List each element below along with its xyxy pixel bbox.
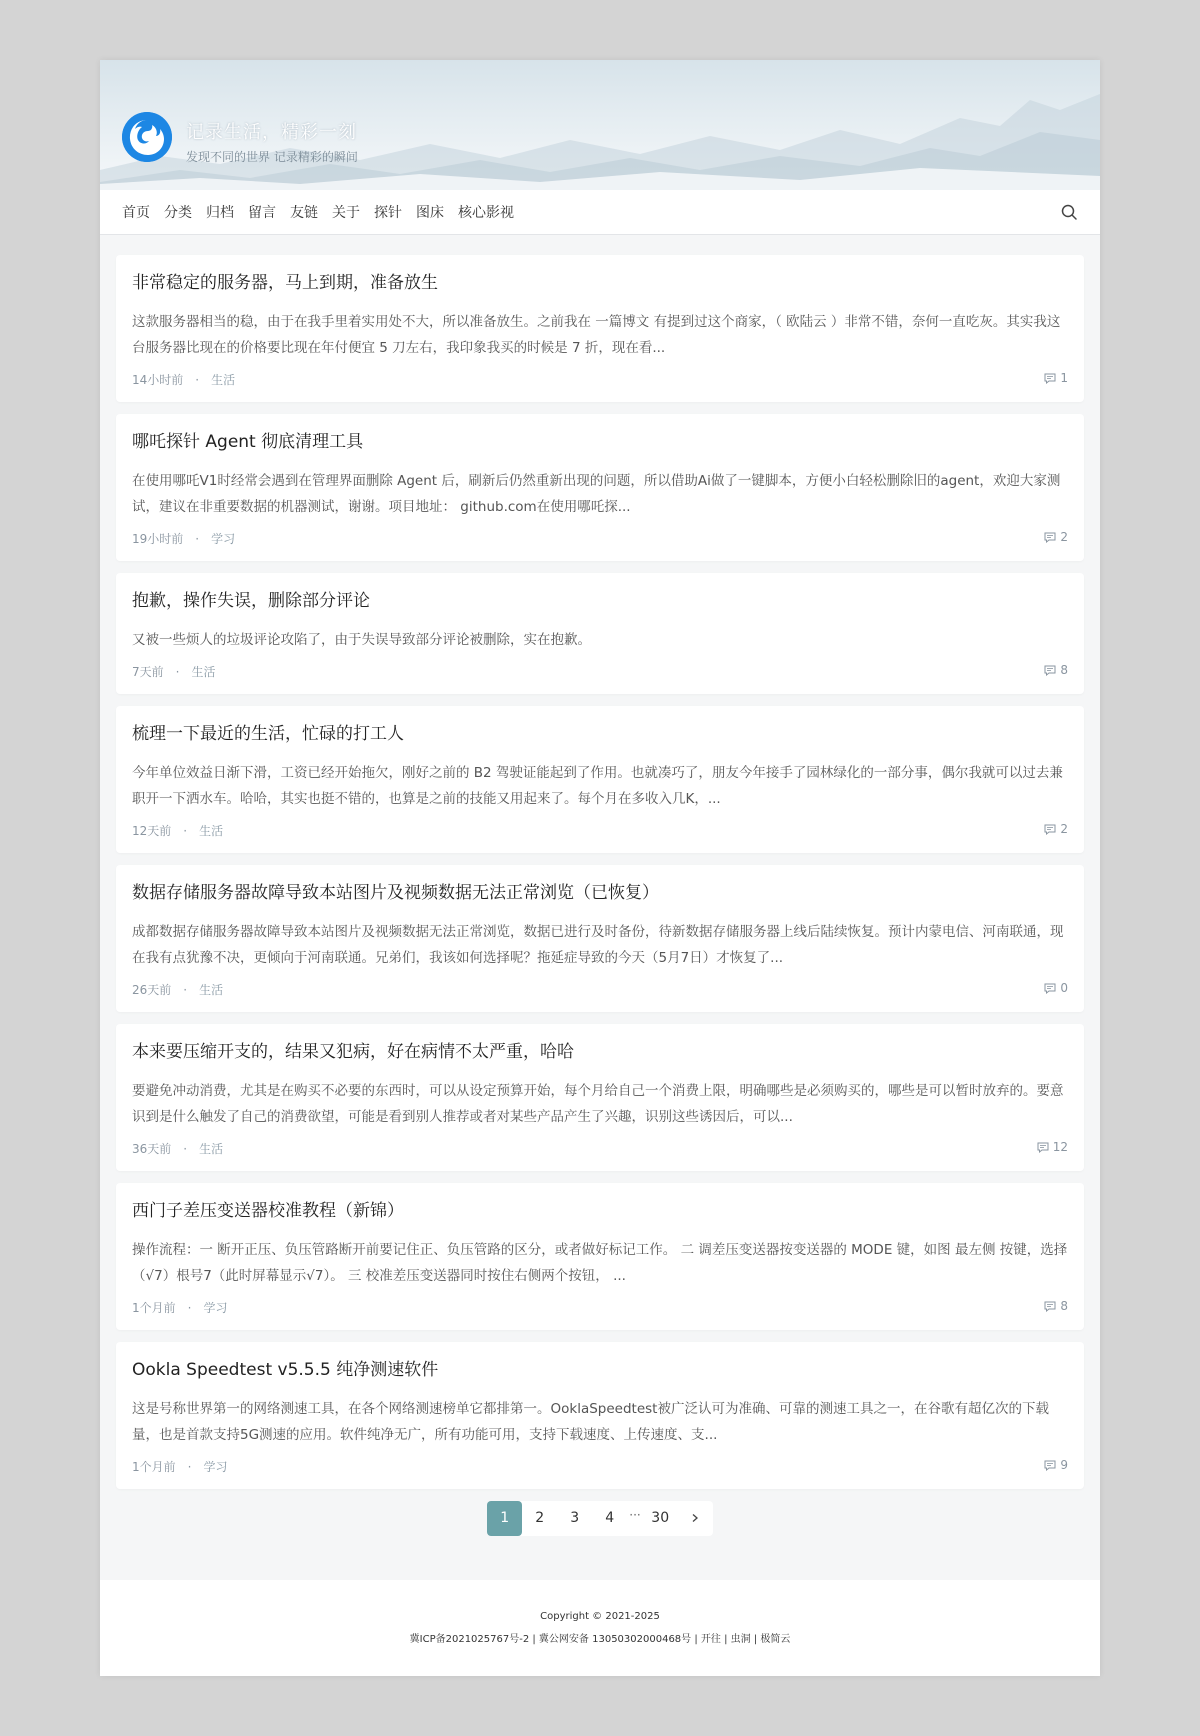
post-time: 7天前	[132, 665, 164, 679]
meta-separator: ·	[183, 823, 188, 838]
search-icon[interactable]	[1060, 203, 1078, 221]
post-meta	[132, 663, 1068, 680]
site-subtitle: 发现不同的世界 记录精彩的瞬间	[186, 150, 358, 164]
post-excerpt: 在使用哪吒V1时经常会遇到在管理界面删除 Agent 后，刷新后仍然重新出现的问题，所以借助Ai做了一键脚本，方便小白轻松删除旧的agent，欢迎大家测试，建议在非重要数据的机器测试，谢谢。项目地址： github.com在使用哪吒探...	[132, 473, 1061, 515]
comment-count[interactable]	[1044, 1458, 1068, 1472]
post-meta	[132, 530, 1068, 547]
post-title[interactable]: 梳理一下最近的生活，忙碌的打工人	[132, 724, 404, 744]
comment-icon	[1037, 1142, 1049, 1153]
meta-separator: ·	[183, 1141, 188, 1156]
footer-icp[interactable]: 冀ICP备2021025767号-2 | 冀公网安备 13050302000468号 | 开往 | 虫洞 | 极简云	[409, 1634, 791, 1645]
post-time: 36天前	[132, 1142, 172, 1156]
comment-count[interactable]	[1037, 1140, 1068, 1154]
post-card	[116, 1342, 1084, 1489]
comment-count-value: 2	[1060, 530, 1068, 544]
header-banner	[100, 60, 1100, 190]
page-2-button[interactable]: 2	[535, 1510, 545, 1526]
comment-count[interactable]	[1044, 1299, 1068, 1313]
comment-count[interactable]	[1044, 981, 1068, 995]
post-title[interactable]: Ookla Speedtest v5.5.5 纯净测速软件	[132, 1360, 439, 1380]
comment-icon	[1044, 983, 1056, 994]
post-time: 12天前	[132, 824, 172, 838]
meta-separator: ·	[175, 664, 180, 679]
comment-count-value: 12	[1052, 1140, 1068, 1154]
post-card	[116, 706, 1084, 853]
footer-copyright: Copyright © 2021-2025	[540, 1611, 660, 1622]
nav-item-about[interactable]: 关于	[332, 205, 360, 221]
post-excerpt: 今年单位效益日渐下滑，工资已经开始拖欠，刚好之前的 B2 驾驶证能起到了作用。也就凑巧了，朋友今年接手了园林绿化的一部分事，偶尔我就可以过去兼职开一下洒水车。哈哈，其实也挺不错的，也算是之前的技能又用起来了。每个月在多收入几K，...	[132, 765, 1063, 807]
chevron-right-icon	[690, 1513, 700, 1523]
post-category[interactable]: 生活	[199, 983, 224, 997]
post-meta	[132, 1299, 1068, 1316]
post-list	[100, 235, 1100, 1489]
firefox-logo-icon	[122, 112, 172, 162]
meta-separator: ·	[187, 1300, 192, 1315]
meta-separator: ·	[183, 982, 188, 997]
post-time: 26天前	[132, 983, 172, 997]
pagination	[100, 1501, 1100, 1536]
post-title[interactable]: 本来要压缩开支的，结果又犯病，好在病情不太严重，哈哈	[132, 1042, 574, 1062]
post-meta	[132, 981, 1068, 998]
post-title[interactable]: 数据存储服务器故障导致本站图片及视频数据无法正常浏览（已恢复）	[132, 883, 659, 903]
comment-count[interactable]	[1044, 663, 1068, 677]
post-card	[116, 1183, 1084, 1330]
comment-count-value: 0	[1060, 981, 1068, 995]
page-3-button[interactable]: 3	[570, 1510, 580, 1526]
page-ellipsis: ···	[629, 1508, 641, 1522]
post-card	[116, 1024, 1084, 1171]
post-category[interactable]: 学习	[203, 1301, 228, 1315]
post-excerpt: 要避免冲动消费，尤其是在购买不必要的东西时，可以从设定预算开始，每个月给自己一个消费上限，明确哪些是必须购买的，哪些是可以暂时放弃的。要意识到是什么触发了自己的消费欲望，可能是看到别人推荐或者对某些产品产生了兴趣，识别这些诱因后，可以...	[132, 1083, 1064, 1125]
post-meta	[132, 1458, 1068, 1475]
post-meta	[132, 822, 1068, 839]
site-title[interactable]: 记录生活，精彩一刻	[186, 122, 357, 143]
comment-count-value: 1	[1060, 371, 1068, 385]
post-category[interactable]: 学习	[203, 1460, 228, 1474]
nav-item-probe[interactable]: 探针	[374, 205, 402, 221]
post-excerpt: 操作流程：一 断开正压、负压管路断开前要记住正、负压管路的区分，或者做好标记工作。 二 调差压变送器按变送器的 MODE 键，如图 最左侧 按键，选择 （√7）根号7（此时屏幕显示√7）。 三 校准差压变送器同时按住右侧两个按钮， ...	[132, 1242, 1068, 1284]
next-page-button[interactable]	[678, 1501, 713, 1536]
meta-separator: ·	[195, 372, 200, 387]
post-time: 19小时前	[132, 532, 184, 546]
comment-icon	[1044, 532, 1056, 543]
post-time: 1个月前	[132, 1301, 176, 1315]
meta-separator: ·	[187, 1459, 192, 1474]
post-category[interactable]: 生活	[211, 373, 236, 387]
post-category[interactable]: 生活	[191, 665, 216, 679]
page-4-button[interactable]: 4	[605, 1510, 615, 1526]
main-nav	[100, 190, 1100, 235]
comment-count[interactable]	[1044, 371, 1068, 385]
post-time: 14小时前	[132, 373, 184, 387]
comment-count-value: 8	[1060, 663, 1068, 677]
nav-item-home[interactable]: 首页	[122, 205, 150, 221]
post-category[interactable]: 生活	[199, 824, 224, 838]
nav-item-links[interactable]: 友链	[290, 205, 318, 221]
post-excerpt: 这款服务器相当的稳，由于在我手里着实用处不大，所以准备放生。之前我在 一篇博文 有提到过这个商家，（ 欧陆云 ）非常不错，奈何一直吃灰。其实我这台服务器比现在的价格要比现在年付便宜 5 刀左右，我印象我买的时候是 7 折，现在看...	[132, 314, 1061, 356]
post-title[interactable]: 哪吒探针 Agent 彻底清理工具	[132, 432, 364, 452]
comment-count-value: 9	[1060, 1458, 1068, 1472]
comment-count[interactable]	[1044, 822, 1068, 836]
page-last-button[interactable]: 30	[651, 1510, 670, 1526]
post-meta	[132, 371, 1068, 388]
site-logo[interactable]	[122, 112, 172, 162]
comment-icon	[1044, 373, 1056, 384]
post-category[interactable]: 生活	[199, 1142, 224, 1156]
post-excerpt: 成都数据存储服务器故障导致本站图片及视频数据无法正常浏览，数据已进行及时备份，待新数据存储服务器上线后陆续恢复。预计内蒙电信、河南联通，现在我有点犹豫不决，更倾向于河南联通。兄弟们，我该如何选择呢？拖延症导致的今天（5月7日）才恢复了...	[132, 924, 1064, 966]
post-card	[116, 414, 1084, 561]
comment-icon	[1044, 1460, 1056, 1471]
post-card	[116, 255, 1084, 402]
pager	[487, 1501, 712, 1536]
post-title[interactable]: 西门子差压变送器校准教程（新锦）	[132, 1201, 404, 1221]
comment-count-value: 8	[1060, 1299, 1068, 1313]
post-time: 1个月前	[132, 1460, 176, 1474]
nav-item-image-host[interactable]: 图床	[416, 205, 444, 221]
nav-item-categories[interactable]: 分类	[164, 205, 192, 221]
comment-count-value: 2	[1060, 822, 1068, 836]
comment-icon	[1044, 665, 1056, 676]
comment-count[interactable]	[1044, 530, 1068, 544]
footer	[100, 1580, 1100, 1676]
nav-item-archive[interactable]: 归档	[206, 205, 234, 221]
nav-item-video[interactable]: 核心影视	[458, 205, 514, 221]
page-container	[100, 60, 1100, 1676]
meta-separator: ·	[195, 531, 200, 546]
post-card	[116, 865, 1084, 1012]
post-category[interactable]: 学习	[211, 532, 236, 546]
post-title[interactable]: 抱歉，操作失误，删除部分评论	[132, 591, 370, 611]
page-1-button[interactable]: 1	[487, 1501, 522, 1536]
nav-item-guestbook[interactable]: 留言	[248, 205, 276, 221]
comment-icon	[1044, 1301, 1056, 1312]
post-card	[116, 573, 1084, 694]
post-meta	[132, 1140, 1068, 1157]
post-excerpt: 又被一些烦人的垃圾评论攻陷了，由于失误导致部分评论被删除，实在抱歉。	[132, 632, 591, 648]
comment-icon	[1044, 824, 1056, 835]
post-excerpt: 这是号称世界第一的网络测速工具，在各个网络测速榜单它都排第一。OoklaSpeedtest被广泛认可为准确、可靠的测速工具之一，在谷歌有超亿次的下载量，也是首款支持5G测速的应用。软件纯净无广，所有功能可用，支持下载速度、上传速度、支...	[132, 1401, 1049, 1443]
post-title[interactable]: 非常稳定的服务器，马上到期，准备放生	[132, 273, 438, 293]
